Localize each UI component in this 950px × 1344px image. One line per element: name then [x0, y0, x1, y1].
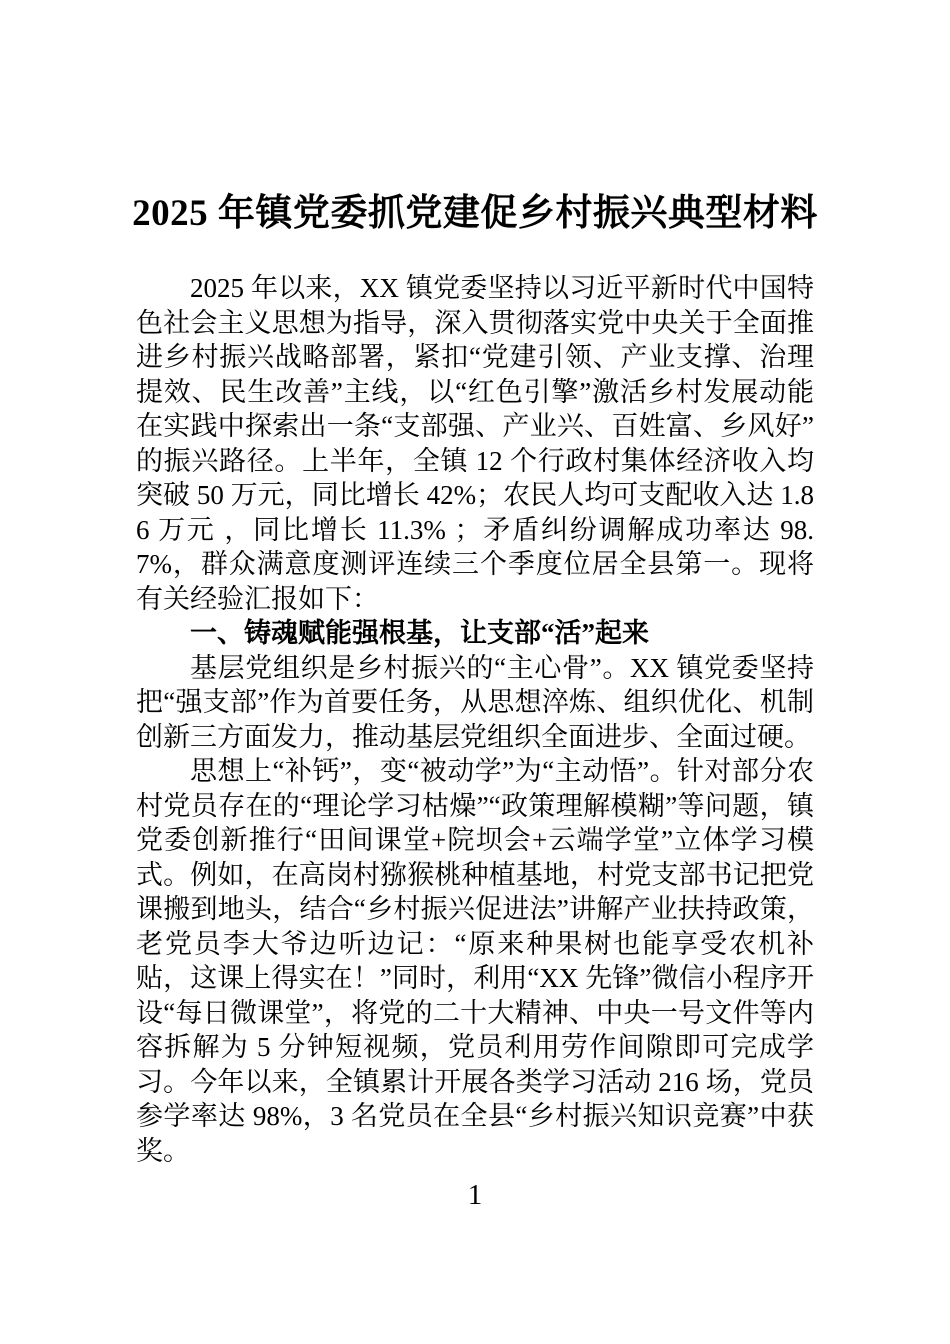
document-title: 2025 年镇党委抓党建促乡村振兴典型材料 [132, 192, 818, 234]
document-body [136, 271, 814, 1168]
paragraph-section1-lead: 基层党组织是乡村振兴的“主心骨”。XX 镇党委坚持把“强支部”作为首要任务，从思想淬炼、组织优化、机制创新三方面发力，推动基层党组织全面进步、全面过硬。 [136, 652, 814, 752]
page-number: 1 [467, 1179, 483, 1211]
section-heading-1: 一、铸魂赋能强根基，让支部“活”起来 [190, 618, 649, 648]
paragraph-section1-detail: 思想上“补钙”，变“被动学”为“主动悟”。针对部分农村党员存在的“理论学习枯燥”“政策理解模糊”等问题，镇党委创新推行“田间课堂+院坝会+云端学堂”立体学习模式。例如，在高岗村猕猴桃种植基地，村党支部书记把党课搬到地头，结合“乡村振兴促进法”讲解产业扶持政策，老党员李大爷边听边记：“原来种果树也能享受农机补贴，这课上得实在！”同时，利用“XX 先锋”微信小程序开设“每日微课堂”，将党的二十大精神、中央一号文件等内容拆解为 5 分钟短视频，党员利用劳作间隙即可完成学习。今年以来，全镇累计开展各类学习活动 216 场，党员参学率达 98%，3 名党员在全县“乡村振兴知识竞赛”中获奖。 [136, 756, 814, 1166]
paragraph-intro: 2025 年以来，XX 镇党委坚持以习近平新时代中国特色社会主义思想为指导，深入贯彻落实党中央关于全面推进乡村振兴战略部署，紧扣“党建引领、产业支撑、治理提效、民生改善”主线，以“红色引擎”激活乡村发展动能在实践中探索出一条“支部强、产业兴、百姓富、乡风好”的振兴路径。上半年，全镇 12 个行政村集体经济收入均突破 50 万元，同比增长 42%；农民人均可支配收入达 1.86 万元 ，同比增长 11.3% ；矛盾纠纷调解成功率达 98.7%，群众满意度测评连续三个季度位居全县第一。现将有关经验汇报如下： [136, 273, 814, 614]
